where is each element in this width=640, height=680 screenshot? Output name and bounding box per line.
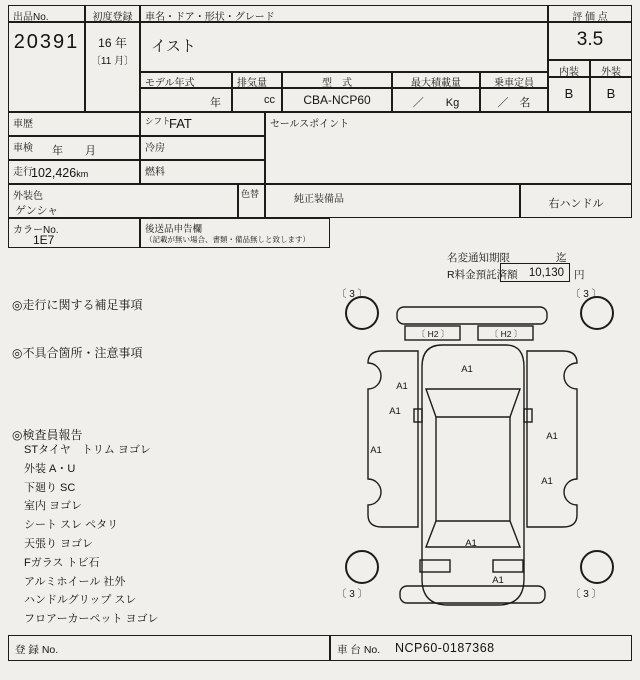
- model-code-header: [282, 72, 392, 88]
- inspector-report-item: 下廻り SC: [24, 481, 76, 494]
- running-notes-heading: ◎走行に関する補足事項: [12, 298, 143, 312]
- inspector-report-item: 室内 ヨゴレ: [24, 500, 83, 513]
- exterior-color-label: 外装色: [13, 191, 43, 202]
- handle-cell: [520, 184, 632, 218]
- recycle-fee-box: [500, 263, 570, 282]
- vehicle-name-label: 車名・ドア・形状・グレード: [145, 12, 275, 23]
- color-no-cell: [8, 218, 140, 248]
- vehicle-name-value: イスト: [151, 38, 196, 55]
- payload-value: ／ Kg: [412, 97, 460, 109]
- inspector-report-list: [24, 441, 159, 629]
- mileage-cell: [8, 160, 140, 184]
- registration-no-label: 登 録 No.: [15, 644, 59, 656]
- lot-no-value: 20391: [13, 31, 80, 53]
- fuel-label: 燃料: [145, 167, 165, 178]
- tire-tread-mark: 〔 3 〕: [336, 589, 368, 600]
- exterior-color-cell: [8, 184, 238, 218]
- inspector-report-item: ハンドルグリップ スレ: [24, 594, 137, 607]
- interior-grade-header: [548, 60, 590, 77]
- inspector-report-item: 外装 A・U: [24, 462, 76, 475]
- tire-tread-mark: 〔 3 〕: [570, 589, 602, 600]
- inspector-report-item: シート スレ ペタリ: [24, 519, 119, 532]
- mileage-value-wrap: [31, 166, 88, 180]
- first-reg-label: 初度登録: [92, 12, 133, 23]
- interior-grade-value: B: [564, 86, 574, 101]
- capacity-value: ／ 名: [497, 97, 531, 109]
- shift-value: FAT: [169, 116, 192, 131]
- inspector-report-item: STタイヤ トリム ヨゴレ: [24, 444, 151, 456]
- damage-mark: A1: [541, 476, 553, 487]
- lot-no-header: [8, 5, 85, 22]
- exterior-grade-cell: [590, 77, 632, 112]
- score-value: 3.5: [576, 29, 604, 50]
- capacity-header: [480, 72, 548, 88]
- chassis-no-value: NCP60-0187368: [395, 641, 495, 655]
- taillamp-right-icon: [493, 560, 523, 572]
- wheel-rear-left-icon: [346, 551, 378, 583]
- displacement-value: cc: [264, 94, 275, 106]
- vehicle-name-header: [140, 5, 548, 22]
- model-year-label: モデル年式: [145, 78, 195, 89]
- color-no-value: 1E7: [33, 233, 55, 247]
- sales-point-cell: [265, 112, 632, 184]
- wheel-front-right-icon: [581, 297, 613, 329]
- aircon-label: 冷房: [145, 143, 165, 154]
- damage-mark: A1: [546, 431, 558, 442]
- damage-mark: A1: [370, 445, 382, 456]
- shift-cell: [140, 112, 265, 136]
- first-reg-cell: [85, 22, 140, 112]
- inspection-label: 車検: [13, 143, 33, 154]
- history-label: 車歴: [13, 119, 33, 130]
- score-header: [548, 5, 632, 22]
- taillamp-left-icon: [420, 560, 450, 572]
- first-reg-year: 16 年: [98, 36, 127, 50]
- score-label: 評 価 点: [572, 12, 608, 23]
- exterior-grade-value: B: [606, 86, 616, 101]
- inspector-report-item: フロアーカーペット ヨゴレ: [24, 613, 159, 626]
- color-change-cell: [238, 184, 265, 218]
- chassis-no-cell: [330, 635, 632, 661]
- tire-marks: [336, 288, 601, 600]
- color-no-label: カラーNo.: [13, 225, 59, 236]
- inspector-report-item: 天張り ヨゴレ: [24, 537, 94, 550]
- model-year-value: 年: [210, 97, 221, 109]
- windshield-icon: [426, 389, 520, 417]
- mirror-right-icon: [524, 409, 532, 422]
- inspector-report-item: Fガラス トビ石: [24, 556, 100, 569]
- capacity-label: 乗車定員: [494, 78, 534, 89]
- oem-equipment-cell: [265, 184, 520, 218]
- damage-mark: A1: [389, 406, 401, 417]
- model-code-value: CBA-NCP60: [303, 93, 371, 107]
- damage-marks: [370, 364, 558, 586]
- displacement-label: 排気量: [237, 78, 267, 89]
- fuel-cell: [140, 160, 265, 184]
- history-cell: [8, 112, 140, 136]
- damage-mark: A1: [492, 575, 504, 586]
- capacity-cell: [480, 88, 548, 112]
- tire-tread-mark: 〔 3 〕: [570, 289, 602, 300]
- later-items-note: （記載が無い場合、書類・備品無しと致します）: [145, 235, 310, 244]
- car-top-view-outline: [422, 345, 524, 605]
- side-view-left-icon: [368, 351, 418, 527]
- oem-equipment-label: 純正装備品: [294, 194, 344, 205]
- interior-grade-cell: [548, 77, 590, 112]
- inspection-value: 年 月: [52, 145, 96, 157]
- model-code-cell: [282, 88, 392, 112]
- damage-mark: A1: [465, 538, 477, 549]
- payload-label: 最大積載量: [411, 78, 461, 89]
- later-items-label: 後送品申告欄: [145, 224, 203, 235]
- model-year-header: [140, 72, 232, 88]
- aircon-cell: [140, 136, 265, 160]
- mileage-unit: km: [76, 169, 89, 179]
- displacement-cell: [232, 88, 282, 112]
- score-cell: [548, 22, 632, 60]
- lamp-marks: [417, 329, 523, 339]
- first-reg-header: [85, 5, 140, 22]
- model-code-label: 型 式: [322, 78, 352, 89]
- payload-cell: [392, 88, 480, 112]
- later-items-cell: [140, 218, 330, 248]
- front-bumper-icon: [397, 307, 547, 324]
- exterior-grade-header: [590, 60, 632, 77]
- recycle-fee-unit: 円: [574, 269, 585, 281]
- payload-header: [392, 72, 480, 88]
- interior-label: 内装: [559, 67, 579, 78]
- lot-no-cell: [8, 22, 85, 112]
- lamp-mark: 〔 H2 〕: [489, 329, 523, 339]
- name-change-label: 名変通知期限: [447, 252, 510, 264]
- inspection-cell: [8, 136, 140, 160]
- name-change-suffix: 迄: [556, 252, 567, 264]
- first-reg-month: 〔11 月〕: [90, 56, 135, 67]
- damage-mark: A1: [461, 364, 473, 375]
- handle-value: 右ハンドル: [548, 198, 604, 210]
- lamp-mark: 〔 H2 〕: [416, 329, 450, 339]
- sales-point-label: セールスポイント: [270, 119, 350, 130]
- defects-heading: ◎不具合箇所・注意事項: [12, 346, 143, 360]
- exterior-label: 外装: [601, 67, 621, 78]
- vehicle-name-cell: [140, 22, 548, 72]
- registration-no-cell: [8, 635, 330, 661]
- wheel-front-left-icon: [346, 297, 378, 329]
- chassis-no-label: 車 台 No.: [337, 644, 381, 656]
- recycle-fee-label: R料金預託済額: [447, 269, 518, 281]
- mileage-value: 102,426: [31, 166, 77, 180]
- car-damage-diagram: [330, 283, 630, 630]
- inspector-report-item: アルミホイール 社外: [24, 575, 126, 588]
- color-change-label: 色替: [241, 189, 260, 199]
- recycle-fee-amount: 10,130: [528, 267, 564, 279]
- displacement-header: [232, 72, 282, 88]
- shift-label: シフト: [145, 116, 171, 126]
- exterior-color-value: ゲンシャ: [15, 205, 59, 217]
- wheel-rear-right-icon: [581, 551, 613, 583]
- tire-tread-mark: 〔 3 〕: [336, 289, 368, 300]
- damage-mark: A1: [396, 381, 408, 392]
- mileage-label: 走行: [13, 167, 33, 178]
- inspector-heading: ◎検査員報告: [12, 428, 83, 442]
- model-year-cell: [140, 88, 232, 112]
- car-outline: [368, 307, 577, 605]
- lot-no-label: 出品No.: [13, 12, 49, 23]
